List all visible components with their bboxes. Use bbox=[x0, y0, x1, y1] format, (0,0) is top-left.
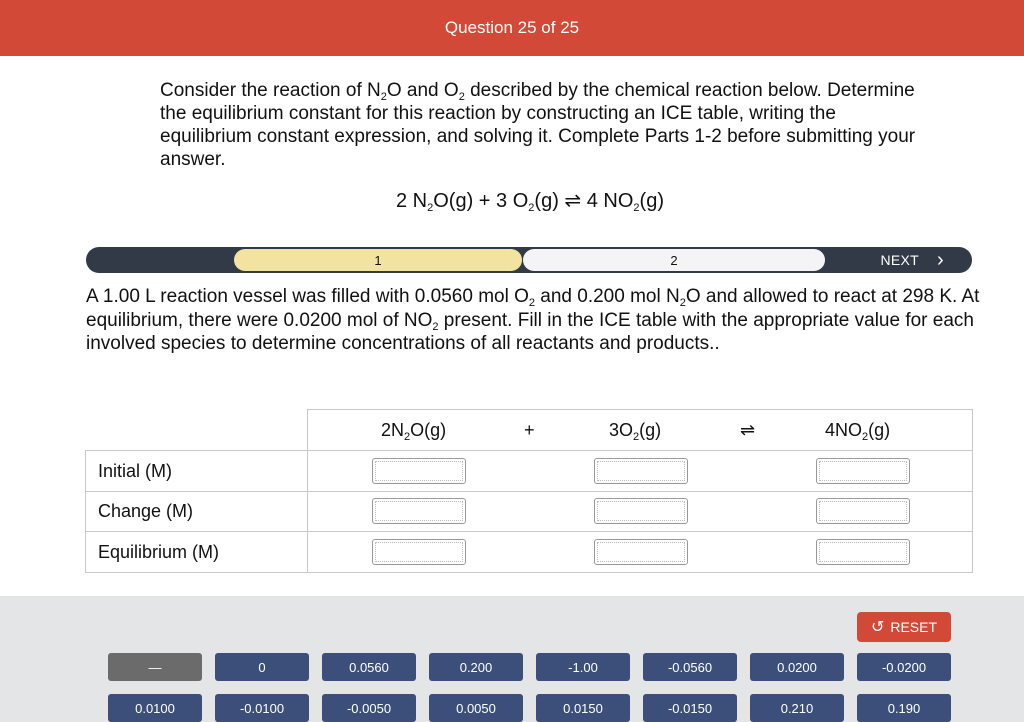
plus-sign: + bbox=[524, 420, 535, 440]
step-2-tab[interactable]: 2 bbox=[523, 249, 825, 271]
answer-tile[interactable]: 0.0050 bbox=[429, 694, 523, 722]
ice-table bbox=[85, 409, 973, 575]
ice-row-change bbox=[85, 491, 973, 532]
answer-tile[interactable]: -0.0560 bbox=[643, 653, 737, 681]
reset-icon: ↺ bbox=[870, 619, 885, 636]
reset-button[interactable]: ↺ RESET bbox=[857, 612, 951, 642]
ice-header-row bbox=[307, 409, 973, 451]
change-no2-drop-zone[interactable] bbox=[816, 498, 910, 524]
answer-bank bbox=[0, 596, 1024, 722]
answer-tile[interactable]: 0.200 bbox=[429, 653, 523, 681]
answer-tile[interactable]: 0.190 bbox=[857, 694, 951, 722]
step-1-tab[interactable]: 1 bbox=[234, 249, 522, 271]
answer-tile[interactable]: 0.0150 bbox=[536, 694, 630, 722]
answer-tile[interactable]: -0.0100 bbox=[215, 694, 309, 722]
species-n2o-header: $2N_2O(g)$ bbox=[381, 420, 447, 443]
reaction-equation: 2 $N_2O(g) + 3$ $O_2(g)$ ⇌ 4 $NO_2(g)$ bbox=[396, 190, 664, 214]
species-o2-header: $3O_2(g)$ bbox=[609, 420, 662, 443]
change-n2o-drop-zone[interactable] bbox=[372, 498, 466, 524]
ice-row-equilibrium bbox=[85, 532, 973, 573]
intro-text: Consider the reaction of $N_2O$ and $O_2$ described by the chemical reaction below. Determine the equilibrium constant for this reaction by constructing an ICE table, writing the equilibrium constant expression, and solving it. Complete Parts 1-2 before submitting your answer. bbox=[160, 80, 916, 170]
species-no2-header: $4NO_2(g)$ bbox=[825, 420, 891, 443]
initial-n2o-drop-zone[interactable] bbox=[372, 458, 466, 484]
row-label-change: Change (M) bbox=[86, 491, 308, 531]
question-text: A 1.00 L reaction vessel was filled with 0.0560 mol $O_2$ and 0.200 mol $N_2O$ and allowed to react at 298 K. At equilibrium, there were 0.0200 mol of $NO_2$ present. Fill in the ICE table with the appropriate value for each involved species to determine concentrations of all reactants and products.. bbox=[86, 286, 980, 354]
top-bar bbox=[0, 0, 1024, 56]
answer-tile[interactable]: 0.0100 bbox=[108, 694, 202, 722]
answer-tile[interactable]: 0.0200 bbox=[750, 653, 844, 681]
equilibrium-o2-drop-zone[interactable] bbox=[594, 539, 688, 565]
part-progress-bar bbox=[86, 247, 972, 273]
equilibrium-arrow-icon: ⇌ bbox=[564, 190, 582, 212]
answer-tile[interactable]: 0 bbox=[215, 653, 309, 681]
row-label-equilibrium: Equilibrium (M) bbox=[86, 532, 308, 572]
next-button[interactable]: NEXT › bbox=[880, 248, 944, 271]
answer-tile[interactable]: -0.0050 bbox=[322, 694, 416, 722]
change-o2-drop-zone[interactable] bbox=[594, 498, 688, 524]
initial-o2-drop-zone[interactable] bbox=[594, 458, 688, 484]
initial-no2-drop-zone[interactable] bbox=[816, 458, 910, 484]
chevron-right-icon: › bbox=[937, 248, 944, 271]
answer-tile[interactable]: 0.210 bbox=[750, 694, 844, 722]
row-label-initial: Initial (M) bbox=[86, 451, 308, 491]
equilibrium-n2o-drop-zone[interactable] bbox=[372, 539, 466, 565]
equilibrium-arrow-icon: ⇌ bbox=[740, 420, 756, 440]
answer-tile[interactable]: -0.0150 bbox=[643, 694, 737, 722]
answer-tile[interactable]: 0.0560 bbox=[322, 653, 416, 681]
answer-tile[interactable]: -0.0200 bbox=[857, 653, 951, 681]
answer-tile[interactable]: — bbox=[108, 653, 202, 681]
ice-row-initial bbox=[85, 450, 973, 492]
question-counter: Question 25 of 25 bbox=[444, 18, 580, 37]
equilibrium-no2-drop-zone[interactable] bbox=[816, 539, 910, 565]
answer-tile[interactable]: -1.00 bbox=[536, 653, 630, 681]
